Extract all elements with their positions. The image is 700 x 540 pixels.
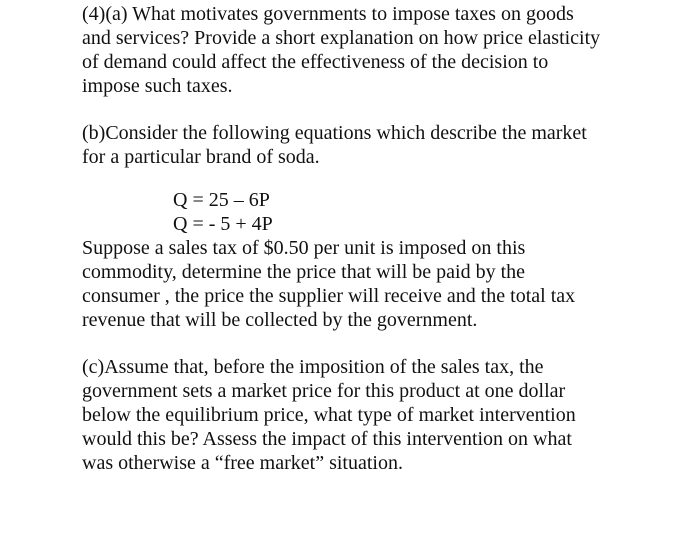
part-b-intro-line: for a particular brand of soda. [82, 146, 320, 168]
paragraph-spacer [82, 332, 682, 355]
equations-block [82, 188, 682, 236]
supply-equation: Q = - 5 + 4P [173, 213, 273, 235]
part-c-paragraph [82, 355, 682, 475]
paragraph-spacer [82, 98, 682, 121]
part-a-line: of demand could affect the effectiveness of the decision to [82, 51, 549, 73]
part-b-body-line: Suppose a sales tax of $0.50 per unit is imposed on this [82, 237, 526, 259]
part-a-paragraph [82, 2, 682, 98]
part-c-line: government sets a market price for this product at one dollar [82, 380, 566, 402]
part-c-line: (c)Assume that, before the imposition of the sales tax, the [82, 356, 544, 378]
equation-spacer [82, 169, 682, 188]
part-b-body-line: consumer , the price the supplier will receive and the total tax [82, 285, 576, 307]
part-a-line: (4)(a) What motivates governments to impose taxes on goods [82, 3, 574, 25]
question-document [82, 2, 682, 475]
part-c-line: was otherwise a “free market” situation. [82, 452, 403, 474]
part-b-body-line: revenue that will be collected by the government. [82, 309, 478, 331]
part-a-line: and services? Provide a short explanation on how price elasticity [82, 27, 601, 49]
part-b-body-line: commodity, determine the price that will be paid by the [82, 261, 526, 283]
part-b-intro-paragraph [82, 121, 682, 169]
part-b-body-paragraph [82, 236, 682, 332]
demand-equation: Q = 25 – 6P [173, 189, 270, 211]
part-a-line: impose such taxes. [82, 75, 233, 97]
part-b-intro-line: (b)Consider the following equations which describe the market [82, 122, 587, 144]
part-c-line: below the equilibrium price, what type of market intervention [82, 404, 576, 426]
part-c-line: would this be? Assess the impact of this intervention on what [82, 428, 572, 450]
